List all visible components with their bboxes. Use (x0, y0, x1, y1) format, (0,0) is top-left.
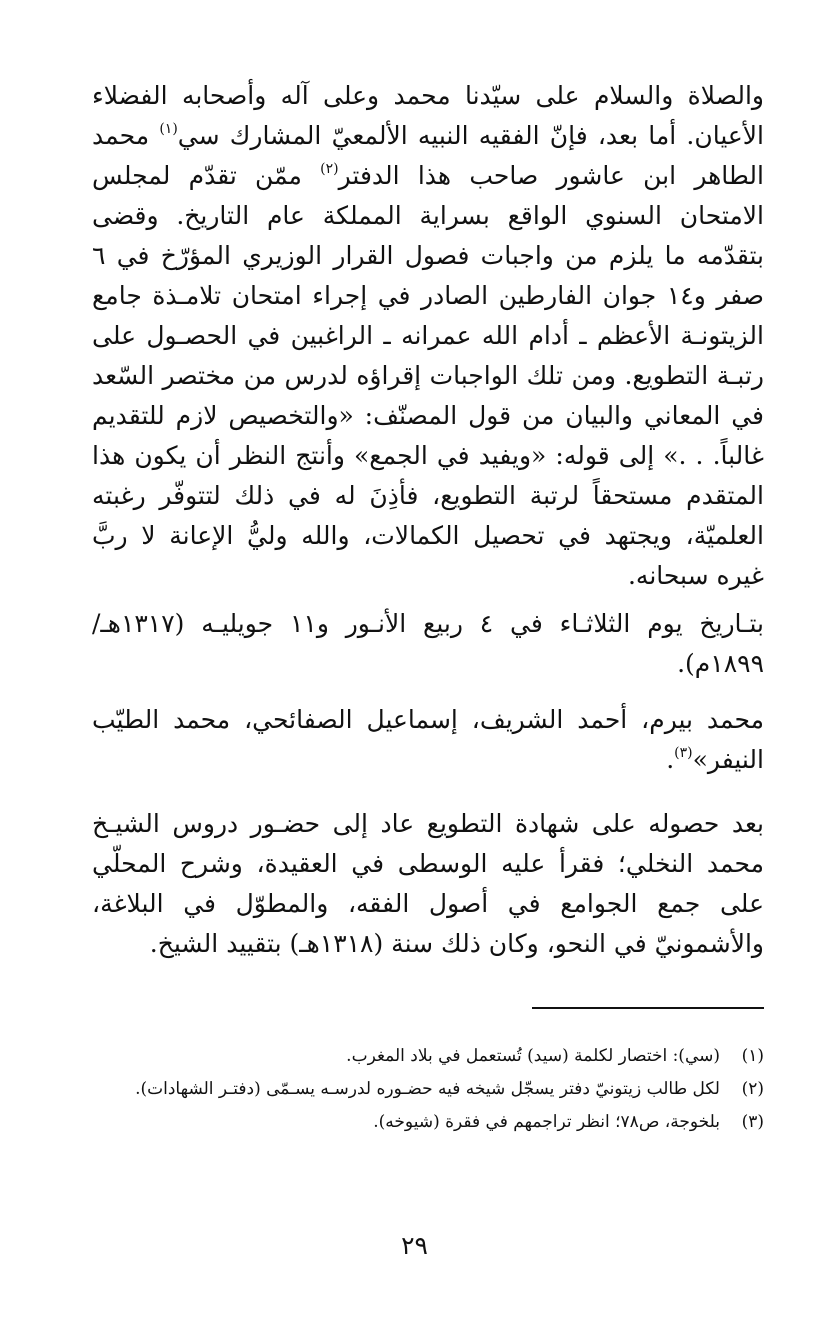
footnote-ref-2[interactable]: (٢) (320, 161, 339, 177)
footnotes (60, 1040, 764, 1139)
footnote-number: (١) (741, 1046, 764, 1066)
paragraph-signatories (92, 700, 764, 780)
signatories-text: محمد بيرم، أحمد الشريف، إسماعيل الصفائحي، محمد الطيّب النيفر» (92, 705, 764, 774)
footnote-ref-1[interactable]: (١) (159, 121, 178, 137)
footnote-number: (٢) (741, 1079, 764, 1099)
footnote-divider (532, 1007, 764, 1009)
footnote-ref-3[interactable]: (٣) (674, 745, 693, 761)
footnote-item (60, 1106, 764, 1139)
paragraph-certificate (92, 76, 764, 596)
footnote-text: (سي): اختصار لكلمة (سيد) تُستعمل في بلاد المغرب. (346, 1046, 720, 1066)
paragraph-text: ممّن تقدّم لمجلس الامتحان السنوي الواقع بسراية المملكة عام التاريخ. وقضى بتقدّمه ما يلزم من واجبات فصول القرار الوزيري المؤرّخ في ٦ صفر و١٤ جوان الفارطين الصادر في إجراء امتحان تلامـذة جامع الزيتونـة الأعظم ـ أدام الله عمرانه ـ الراغبين في الحصـول على رتبـة التطويع. ومن تلك الواجبات إقراؤه لدرس من مختصر السّعد في المعاني والبيان من قول المصنّف: «والتخصيص لازم للتقديم غالباً. . .» إلى قوله: «ويفيد في الجمع» وأنتج النظر أن يكون هذا المتقدم مستحقاً لرتبة التطويع، فأذِنَ له في ذلك لتتوفّر رغبته العلميّة، ويجتهد في تحصيل الكمالات، والله وليُّ الإعانة لا ربَّ غيره سبحانه. (92, 161, 764, 590)
footnote-number: (٣) (741, 1112, 764, 1132)
page-number: ٢٩ (401, 1231, 428, 1260)
footnote-item (60, 1040, 764, 1073)
paragraph-text: محمد الطاهر ابن عاشور صاحب هذا الدفتر (92, 121, 764, 190)
paragraph-studies: بعد حصوله على شهادة التطويع عاد إلى حضـور دروس الشيـخ محمد النخلي؛ فقرأ عليه الوسطى في العقيدة، وشرح المحلّي على جمع الجوامع في أصول الفقه، والمطوّل في البلاغة، والأشمونيّ في النحو، وكان ذلك سنة (١٣١٨هـ) بتقييد الشيخ. (92, 809, 764, 958)
footnote-text: بلخوجة، ص٧٨؛ انظر تراجمهم في فقرة (شيوخه). (373, 1112, 720, 1132)
paragraph-date: بتـاريخ يوم الثلاثـاء في ٤ ربيع الأنـور و١١ جويليـه (١٣١٧هـ/ ١٨٩٩م). (92, 609, 764, 678)
footnote-item (60, 1073, 764, 1106)
paragraph-text: والصلاة والسلام على سيّدنا محمد وعلى آله وأصحابه الفضلاء الأعيان. أما بعد، فإنّ الفقيه النبيه الألمعيّ المشارك سي (92, 81, 764, 150)
signatories-end: . (666, 745, 675, 774)
footnote-text: لكل طالب زيتونيّ دفتر يسجّل شيخه فيه حضـوره لدرسـه يسـمّى (دفتـر الشهادات). (135, 1079, 720, 1099)
